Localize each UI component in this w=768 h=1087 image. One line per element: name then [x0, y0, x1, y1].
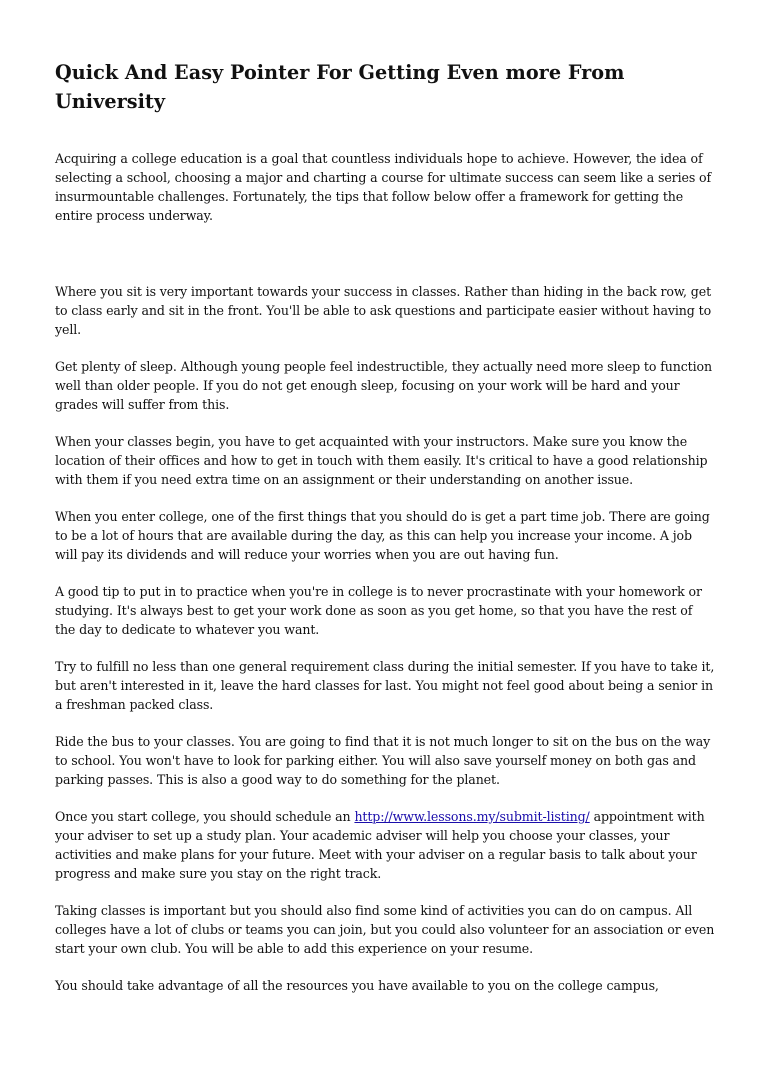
paragraph-procrastination: A good tip to put in to practice when you're in college is to never procrastinate with your homework or studying. It's always best to get your work done as soon as you get home, so that you have the rest of the day to dedicate to whatever you want. — [55, 584, 702, 637]
page-title: Quick And Easy Pointer For Getting Even more From University — [55, 61, 625, 113]
paragraph-sleep: Get plenty of sleep. Although young people feel indestructible, they actually need more sleep to function well than older people. If you do not get enough sleep, focusing on your work will be hard and your grades will suffer from this. — [55, 359, 712, 412]
adviser-text-before: Once you start college, you should schedule an — [55, 809, 355, 824]
intro-paragraph: Acquiring a college education is a goal that countless individuals hope to achieve. However, the idea of selecting a school, choosing a major and charting a course for ultimate success can seem like a series of insurmountable challenges. Fortunately, the tips that follow below offer a framework for getting the entire process underway. — [55, 151, 712, 223]
paragraph-adviser — [55, 807, 715, 883]
paragraph-campus-resources: You should take advantage of all the resources you have available to you on the college campus, — [55, 978, 659, 993]
paragraph-campus-activities: Taking classes is important but you should also find some kind of activities you can do on campus. All colleges have a lot of clubs or teams you can join, but you could also volunteer for an association or even start your own club. You will be able to add this experience on your resume. — [55, 903, 715, 956]
paragraph-part-time-job: When you enter college, one of the first things that you should do is get a part time job. There are going to be a lot of hours that are available during the day, as this can help you increase your income. A job will pay its dividends and will reduce your worries when you are out having fun. — [55, 509, 710, 562]
document-page — [55, 58, 715, 995]
paragraph-seating: Where you sit is very important towards your success in classes. Rather than hiding in the back row, get to class early and sit in the front. You'll be able to ask questions and participate easier without having to yell. — [55, 284, 712, 337]
adviser-text-after: appointment with your adviser to set up a study plan. Your academic adviser will help you choose your classes, your activities and make plans for your future. Meet with your adviser on a regular basis to talk about your progress and make sure you stay on the right track. — [55, 809, 705, 881]
paragraph-instructors: When your classes begin, you have to get acquainted with your instructors. Make sure you know the location of their offices and how to get in touch with them easily. It's critical to have a good relationship with them if you need extra time on an assignment or their understanding on another issue. — [55, 434, 708, 487]
paragraph-bus: Ride the bus to your classes. You are going to find that it is not much longer to sit on the bus on the way to school. You won't have to look for parking either. You will also save yourself money on both gas and parking passes. This is also a good way to do something for the planet. — [55, 734, 711, 787]
submit-listing-link[interactable]: http://www.lessons.my/submit-listing/ — [354, 809, 590, 824]
paragraph-general-requirement: Try to fulfill no less than one general requirement class during the initial semester. If you have to take it, but aren't interested in it, leave the hard classes for last. You might not feel good about being a senior in a freshman packed class. — [55, 659, 715, 712]
